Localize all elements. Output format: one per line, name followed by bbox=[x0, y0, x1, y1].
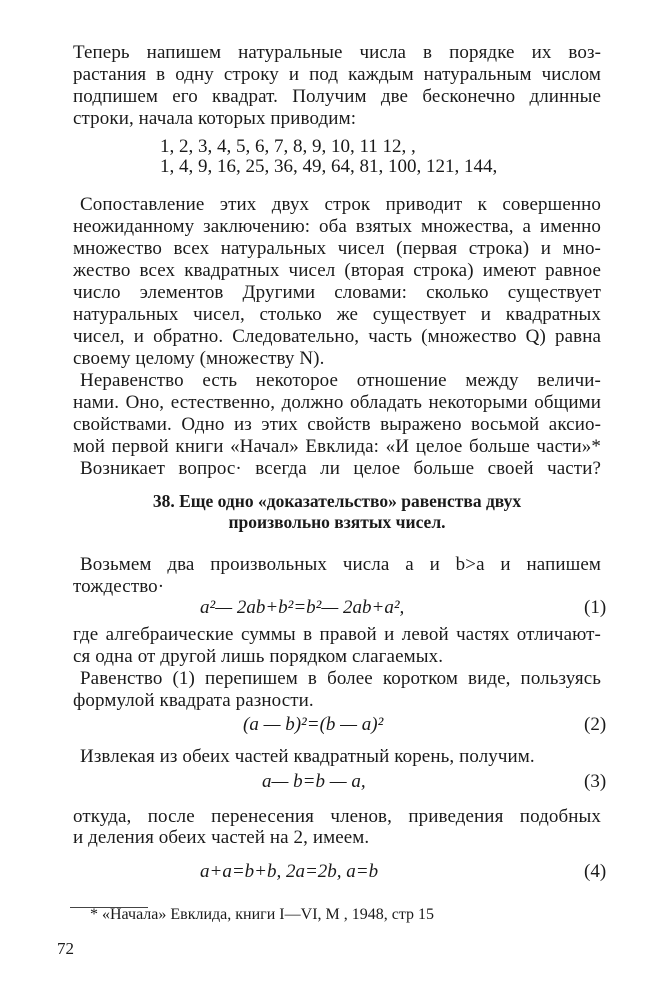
text-line: формулой квадрата разности. bbox=[73, 690, 314, 711]
text-line: Сопоставление этих двух строк приводит к совершенно bbox=[80, 194, 601, 215]
text-line: растания в одну строку и под каждым натуральным числом bbox=[73, 64, 601, 85]
text-line: и деления обеих частей на 2, имеем. bbox=[73, 827, 370, 848]
text-line: своему целому (множеству N). bbox=[73, 348, 325, 369]
equation-number: (2) bbox=[584, 714, 607, 735]
text-line: неожиданному заключению: оба взятых множества, а именно bbox=[73, 216, 601, 237]
text-line: Равенство (1) перепишем в более коротком виде, пользуясь bbox=[80, 668, 601, 689]
equation-4: a+a=b+b, 2a=2b, a=b bbox=[200, 861, 379, 882]
text-line: свойствами. Одно из этих свойств выражено восьмой аксио- bbox=[73, 414, 601, 435]
text-line: число элементов Другими словами: сколько существует bbox=[73, 282, 601, 303]
equation-number: (4) bbox=[584, 861, 607, 882]
page-number: 72 bbox=[57, 939, 74, 958]
text-line: Теперь напишем натуральные числа в порядке их воз- bbox=[73, 42, 601, 63]
equation-3: a— b=b — a, bbox=[262, 771, 366, 792]
text-line: подпишем его квадрат. Получим две бесконечно длинные bbox=[73, 86, 601, 107]
text-line: строки, начала которых приводим: bbox=[73, 108, 357, 129]
text-line: Неравенство есть некоторое отношение между величи- bbox=[80, 370, 601, 391]
text-line: мой первой книги «Начал» Евклида: «И целое больше части»* bbox=[73, 436, 601, 457]
section-heading: произвольно взятых чисел. bbox=[228, 512, 446, 532]
section-heading: 38. Еще одно «доказательство» равенства двух bbox=[152, 491, 522, 511]
equation-number: (3) bbox=[584, 771, 607, 792]
text-line: жество всех квадратных чисел (вторая строка) имеют равное bbox=[73, 260, 601, 281]
equation-2: (a — b)²=(b — a)² bbox=[243, 714, 384, 735]
text-line: где алгебраические суммы в правой и левой частях отличают- bbox=[73, 624, 601, 645]
text-line: чисел, и обратно. Следовательно, часть (множество Q) равна bbox=[73, 326, 601, 347]
squares-row: 1, 4, 9, 16, 25, 36, 49, 64, 81, 100, 121, 144, bbox=[160, 156, 498, 177]
text-line: откуда, после перенесения членов, приведения подобных bbox=[73, 806, 601, 827]
text-line: множество всех натуральных чисел (первая строка) и мно- bbox=[73, 238, 601, 259]
text-line: Возьмем два произвольных числа a и b>a и напишем bbox=[80, 554, 601, 575]
text-line: Возникает вопрос· всегда ли целое больше своей части? bbox=[80, 458, 601, 479]
equation-number: (1) bbox=[584, 597, 607, 618]
naturals-row: 1, 2, 3, 4, 5, 6, 7, 8, 9, 10, 11 12, , bbox=[160, 136, 416, 157]
footnote: * «Начала» Евклида, книги I—VI, М , 1948, стр 15 bbox=[90, 906, 435, 923]
text-line: нами. Оно, естественно, должно обладать некоторыми общими bbox=[73, 392, 601, 413]
text-line: Извлекая из обеих частей квадратный корень, получим. bbox=[80, 746, 535, 767]
text-line: тождество· bbox=[73, 576, 165, 597]
equation-1: a²— 2ab+b²=b²— 2ab+a², bbox=[200, 597, 405, 618]
text-line: натуральных чисел, столько же существует и квадратных bbox=[73, 304, 601, 325]
text-line: ся одна от другой лишь порядком слагаемых. bbox=[73, 646, 444, 667]
